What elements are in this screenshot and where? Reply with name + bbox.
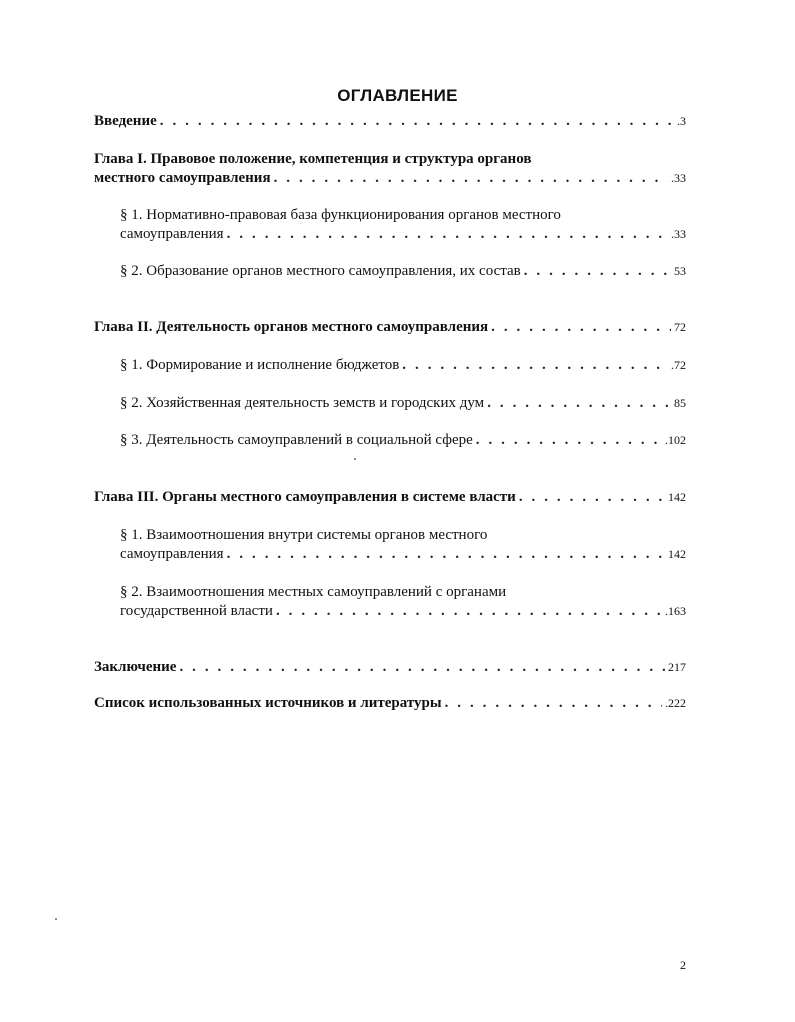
- toc-entry-page: 142: [668, 490, 686, 504]
- leader-dots: [179, 658, 665, 677]
- toc-entry-chapter-1: [94, 150, 686, 188]
- toc-entry-conclusion: [94, 658, 686, 677]
- scan-speck: [55, 918, 57, 920]
- toc-entry-label: Заключение: [94, 659, 177, 675]
- toc-entry-label: § 3. Деятельность самоуправлений в социальной сфере: [120, 432, 473, 448]
- toc-entry-ch3-section-1: [120, 526, 686, 564]
- toc-entry-page: .72: [671, 358, 686, 372]
- toc-entry-page: 72: [674, 320, 686, 334]
- toc-entry-label: Глава III. Органы местного самоуправления в системе власти: [94, 489, 516, 505]
- toc-entry-label: Глава II. Деятельность органов местного самоуправления: [94, 319, 489, 335]
- leader-dots: [487, 394, 671, 413]
- page-number: 2: [680, 958, 686, 972]
- toc-entry-ch3-section-2: [120, 583, 686, 621]
- toc-entry-page: .3: [677, 114, 686, 128]
- toc-entry-ch2-section-2: [120, 394, 686, 413]
- toc-entry-label: § 2. Хозяйственная деятельность земств и городских дум: [120, 395, 485, 411]
- toc-title: ОГЛАВЛЕНИЕ: [337, 86, 458, 105]
- toc-entry-page: 85: [674, 396, 686, 410]
- toc-entry-page: 142: [668, 547, 686, 561]
- toc-entry-label: Введение: [94, 113, 157, 129]
- scan-speck: [354, 458, 356, 460]
- toc-entry-label: § 2. Образование органов местного самоуправления, их состав: [120, 263, 521, 279]
- leader-dots: [524, 262, 671, 281]
- leader-dots: [476, 431, 662, 450]
- toc-entry-ch2-section-3: [120, 431, 686, 450]
- toc-entry-page: 217: [668, 660, 686, 674]
- toc-entry-label-continued: государственной власти: [120, 603, 273, 619]
- leader-dots: [402, 356, 668, 375]
- leader-dots: [227, 545, 665, 564]
- toc-entry-label: § 1. Нормативно-правовая база функционирования органов местного: [120, 207, 561, 223]
- toc-entry-label-continued: самоуправления: [120, 546, 224, 562]
- toc-entry-label-continued: самоуправления: [120, 226, 224, 242]
- toc-entry-page: .33: [671, 171, 686, 185]
- toc-entry-page: .163: [665, 604, 686, 618]
- toc-entry-page: .33: [671, 227, 686, 241]
- toc-entry-ch2-section-1: [120, 356, 686, 375]
- toc-entry-introduction: [94, 112, 686, 131]
- leader-dots: [276, 602, 662, 621]
- toc-entry-label: § 1. Формирование и исполнение бюджетов: [120, 357, 400, 373]
- toc-entry-page: .222: [665, 696, 686, 710]
- leader-dots: [491, 318, 671, 337]
- leader-dots: [519, 488, 665, 507]
- toc-entry-page: 53: [674, 264, 686, 278]
- toc-entry-ch1-section-2: [120, 262, 686, 281]
- toc-entry-label: § 1. Взаимоотношения внутри системы органов местного: [120, 527, 488, 543]
- toc-entry-bibliography: [94, 694, 686, 713]
- toc-entry-label: § 2. Взаимоотношения местных самоуправлений с органами: [120, 584, 507, 600]
- toc-entry-chapter-3: [94, 488, 686, 507]
- toc-entry-label-continued: местного самоуправления: [94, 170, 271, 186]
- toc-entry-label: Глава I. Правовое положение, компетенция и структура органов: [94, 151, 532, 167]
- leader-dots: [445, 694, 662, 713]
- toc-entry-page: .102: [665, 433, 686, 447]
- toc-entry-label: Список использованных источников и литературы: [94, 695, 442, 711]
- leader-dots: [227, 225, 668, 244]
- leader-dots: [160, 112, 674, 131]
- leader-dots: [274, 169, 668, 188]
- toc-entry-chapter-2: [94, 318, 686, 337]
- toc-entry-ch1-section-1: [120, 206, 686, 244]
